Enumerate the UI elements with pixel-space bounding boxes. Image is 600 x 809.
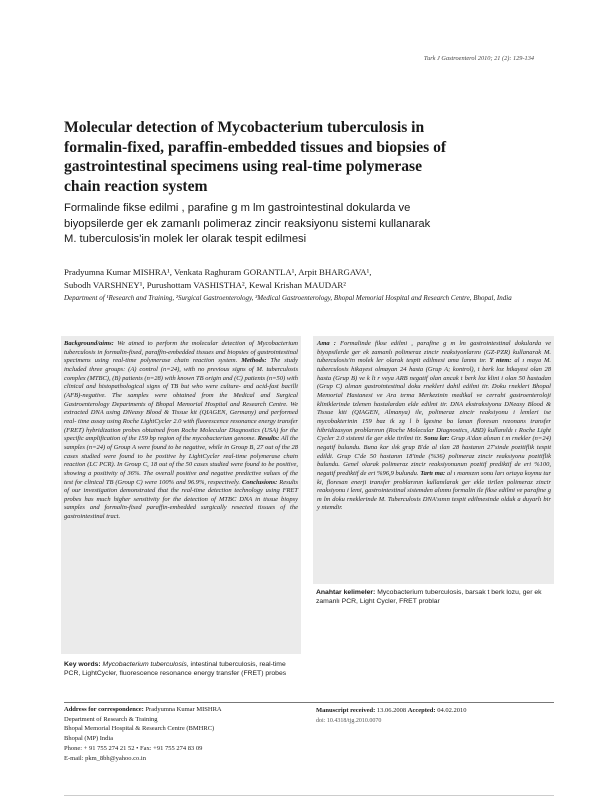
correspondence-line: Department of Research & Training	[64, 715, 158, 723]
keywords-english	[64, 660, 300, 679]
correspondence-label: Address for correspondence:	[64, 706, 144, 713]
keywords-label: Key words:	[64, 661, 101, 668]
title-line: gastrointestinal specimens using real-time polymerase	[64, 158, 423, 175]
correspondence-email[interactable]: E-mail: pkm_8bh@yahoo.co.in	[64, 754, 146, 762]
abstract-results-label: Results:	[257, 435, 280, 443]
correspondence-line: Bhopal (MP) India	[64, 735, 114, 743]
keywords-turkish	[316, 588, 552, 607]
keywords-tr-text: Mycobacterium tuberculosis, barsak t berk lozu, ger ek zamanlı PCR, Light Cycler, FRET problar	[316, 589, 542, 606]
ozet-method-text: al ı maya M. tuberculosis hikayesi olmayan 24 hasta (Grup A; kontrol), t berk loz hikayesi olan 28 hasta (Grup B) ve k lt r veya ARB negatif olan ancak t berk loz klini i olan 50 hastadan (Grup C) alınan gastrointestinal doku rnekleri dahil edilmi tir. Doku rnekleri Bhopal Memorial Hastanesi ve Ara tırma Merkezinin medikal ve cerrahi gastroenteroloji kliniklerinde izlenen hastalardan elde edilmi tir. DNA ekstraksiyonu DNeasy Blood & Tissue kiti (QIAGEN, Almanya) ile, polimeraz zincir reaksiyonu i lemleri ise mycobakterinin 159 baz ik zg l b lgesine ba lanan floresan rezonans transfer hibridizasyon problarının (Roche Molecular Diagnostics, ABD) kullanıldı ı Roche Light Cycler 2.0 sistemi ile ger ekle tirilmi tir.	[317, 357, 552, 443]
abstract-bg-label: Background/aims:	[64, 340, 114, 347]
ozet-result-text: Grup A'dan alınan t m rnekler (n=24) negatif bulundu. Buna kar ılık grup B'de al ılan 28 hastanın 27'sinde pozitiflik tespit edildi. Grup C'de 50 hastanın 18'inde (%36) polimeraz zincir reaksiyonu pozitiflik bulundu. Genel olarak polimeraz zincir reaksiyonunun pozitif prediktif de eri %100, negatif prediktif de eri %96,9 bulundu.	[317, 435, 551, 477]
abstract-bg-text: We aimed to perform the molecular detection of Mycobacterium tuberculosis in formalin-fixed, paraffin-embedded tissues and biopsies of gastrointestinal specimens using real-time polymerase chain reaction system.	[64, 340, 298, 365]
correspondence-line: Bhopal Memorial Hospital & Research Centre (BMHRC)	[64, 725, 215, 733]
subtitle-line: biyopsilerde ger ek zamanlı polimeraz zincir reaksiyonu sistemi kullanarak	[64, 217, 431, 230]
ozet-aim-label: Ama :	[317, 340, 336, 347]
abstract-conclusions-text: Results of our investigation demonstrated that the real-time detection technology using FRET probes has much higher sensitivity for the detection of MTBC DNA in tissue biopsy samples and formalin-fixed paraffin-embedded surgically resected tissues of the gastrointestinal tract.	[64, 478, 299, 521]
title-line: formalin-fixed, paraffin-embedded tissues and biopsies of	[64, 138, 447, 156]
authors-line: Subodh VARSHNEY¹, Purushottam VASHISTHA², Kewal Krishan MAUDAR²	[64, 279, 346, 290]
accepted-label: Accepted:	[407, 707, 436, 714]
doi[interactable]: doi: 10.4318/tjg.2010.0070	[316, 718, 382, 724]
ozet-discussion-label: Tartı ma:	[420, 469, 446, 477]
ozet-result-label: Sonu lar:	[423, 435, 450, 443]
abstract-methods-text: The study included three groups: (A) control (n=24), with no previous signs of M. tuberculosis complex (MTBC), (B) patients (n=28) with known TB origin and (C) patients (n=50) with clinical and histopathological signs of TB but who were culture- and acid-fast bacilli (AFB)-negative. The samples were obtained from the Medical and Surgical Gastroenterology Departments of Bhopal Memorial Hospital and Research Centre. We extracted DNA using DNeasy Blood & Tissue kit (QIAGEN, Germany) and performed real- time assay using Roche LightCycler 2.0 with fluorescence resonance energy transfer (FRET) hybridization probes obtained from Roche Molecular Diagnostics (USA) for the specific amplification of the 159 bp region of the mycobacterium genome.	[64, 357, 298, 443]
subtitle-line: M. tuberculosis'in molek ler olarak tespit edilmesi	[64, 233, 307, 245]
correspondence-address	[64, 705, 304, 763]
author-list	[64, 266, 544, 291]
keywords-italic-term: Mycobacterium tuberculosis	[102, 661, 187, 668]
page-bottom-line	[64, 795, 554, 796]
correspondence-name: Pradyumna Kumar MISHRA	[143, 706, 222, 713]
title-line: chain reaction system	[64, 177, 208, 195]
keywords-rest: , intestinal tuberculosis, real-time PCR, LightCycler, fluorescence resonance energy transfer (FRET) probes	[64, 661, 287, 678]
manuscript-dates	[316, 705, 556, 727]
abstract-conclusions-label: Conclusions:	[241, 478, 278, 486]
ozet-aim-text: Formalinde fikse edilmi , parafine g m lm gastrointestinal dokularda ve biyopsilerde ger ek zamanlı polimeraz zincir reaksiyonlarını (GZ-PZR) kullanarak M. tuberculosis'in molek ler olarak tespit edilmesi ama lanmı tır.	[317, 340, 552, 365]
abstract-results-text: All the samples (n=24) of Group A were found to be negative, while in Group B, 27 out of the 28 cases studied were found to be positive by LightCycler real-time polymerase chain reaction (LC PCR). In Group C, 18 out of the 50 cases studied were found to be positive, showing a positivity of 36%. The overall positive and negative predictive values of the test for clinical TB (Group C) were 100% and 96.9%, respectively.	[64, 435, 298, 486]
correspondence-phone: Phone: + 91 755 274 21 52 • Fax: +91 755 274 83 09	[64, 744, 203, 752]
article-title	[64, 118, 534, 196]
ozet-discussion-text: al ı mamızın sonu ları ortaya koymu tur ki, floresan enerji transfer problarının kullanılarak ger ekle tirilen polimeraz zincir reaksiyonu i lemi, gastrointestinal sistemden alınmı formalin ile fikse edilmi ve parafine g m lm doku rneklerinde M. Tuberculosis DNA'sının tespit edilmesinde olduk a duyarlı bir y ntemdir.	[317, 469, 551, 512]
abstract-english	[61, 336, 301, 654]
subtitle-line: Formalinde fikse edilmi , parafine g m lm gastrointestinal dokularda ve	[64, 202, 411, 214]
footer-divider	[64, 702, 554, 703]
ozet-method-label: Y ntem:	[489, 357, 512, 365]
affiliation: Department of ¹Research and Training, ²Surgical Gastroenterology, ³Medical Gastroenterology, Bhopal Memorial Hospital and Research Centre, Bhopal, India	[64, 294, 512, 302]
received-label: Manuscript received:	[316, 707, 376, 714]
accepted-date: 04.02.2010	[435, 707, 467, 714]
journal-reference: Turk J Gastroenterol 2010; 21 (2): 129-134	[423, 55, 534, 62]
received-date: 13.06.2008	[375, 707, 408, 714]
abstract-turkish	[313, 336, 554, 584]
title-line: Molecular detection of Mycobacterium tuberculosis in	[64, 119, 425, 136]
abstract-methods-label: Methods:	[241, 357, 267, 365]
turkish-title	[64, 201, 534, 248]
keywords-tr-label: Anahtar kelimeler:	[316, 589, 376, 596]
authors-line: Pradyumna Kumar MISHRA¹, Venkata Raghuram GORANTLA¹, Arpit BHARGAVA¹,	[64, 267, 372, 277]
